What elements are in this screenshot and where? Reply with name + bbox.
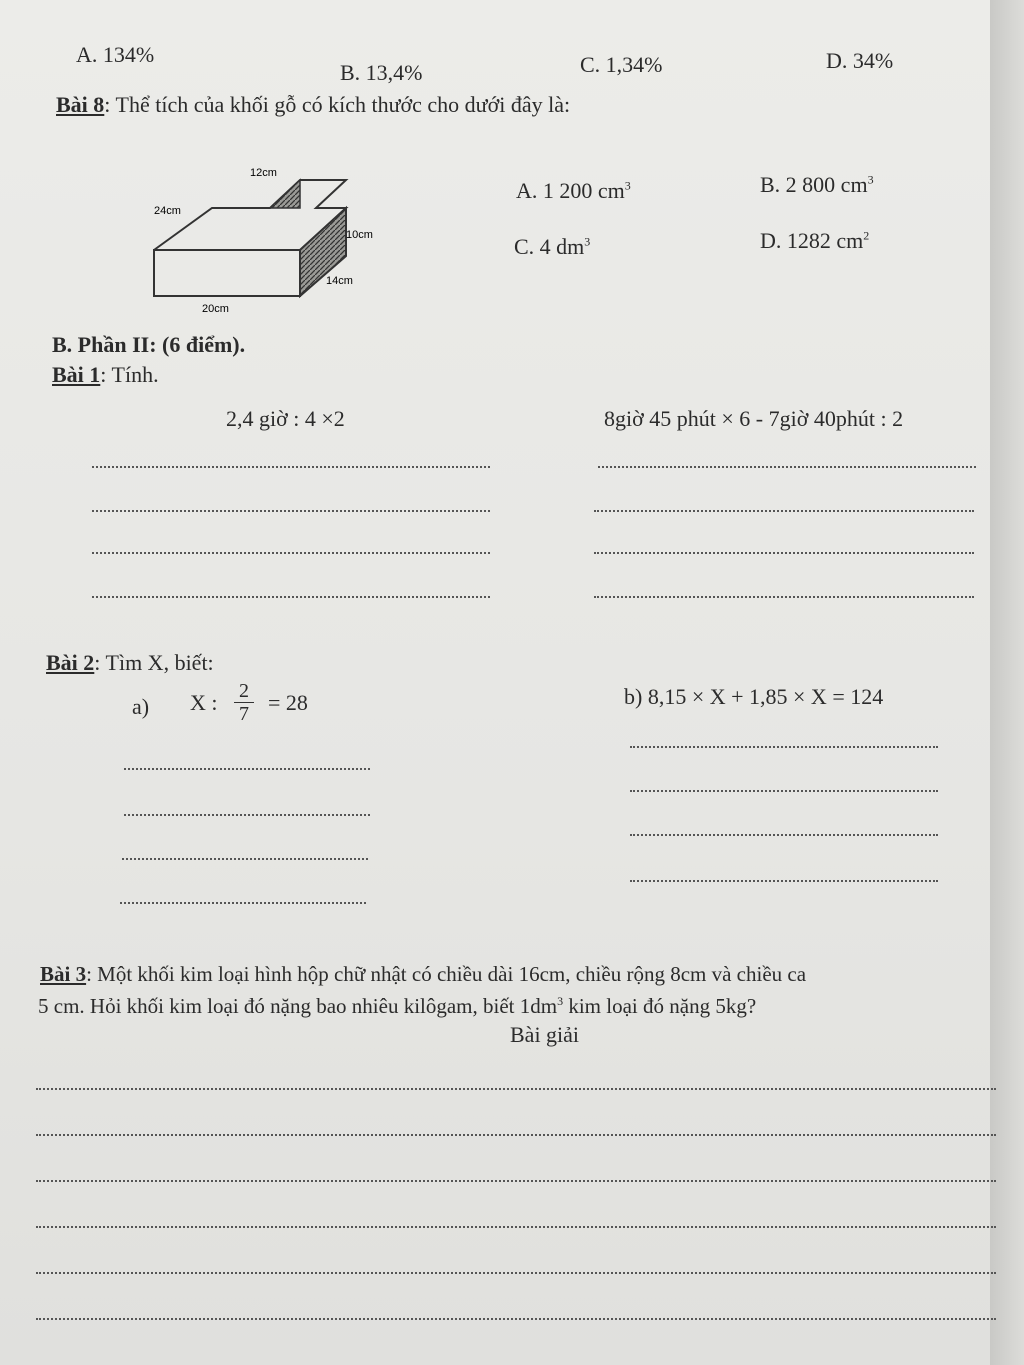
answer-line	[36, 1318, 996, 1320]
bai1-expression-left: 2,4 giờ : 4 ×2	[226, 406, 345, 431]
q8-option-a: A. 1 200 $cm^3$	[516, 178, 631, 203]
dim-14cm: 14cm	[326, 275, 353, 287]
answer-line	[36, 1226, 996, 1228]
bai1-label: Bài 1	[52, 362, 101, 387]
answer-line	[36, 1180, 996, 1182]
solution-heading: Bài giải	[510, 1022, 580, 1047]
answer-line	[630, 746, 938, 748]
answer-line	[630, 790, 938, 792]
dim-10cm: 10cm	[346, 229, 373, 241]
answer-line	[36, 1272, 996, 1274]
bai3-label: Bài 3	[40, 962, 87, 986]
answer-line	[630, 834, 938, 836]
part2-heading: B. Phần II: (6 điểm).	[52, 332, 246, 357]
answer-line	[594, 552, 974, 554]
dim-12cm: 12cm	[250, 167, 277, 179]
answer-line	[92, 552, 490, 554]
bai2-a-left: X :	[190, 690, 218, 715]
answer-line	[122, 858, 368, 860]
answer-line	[92, 596, 490, 598]
bai2-a-label: a)	[132, 694, 150, 719]
bai3-line1: Bài 3: Một khối kim loại hình hộp chữ nhật có chiều dài 16cm, chiều rộng 8cm và chiều ca	[40, 962, 807, 986]
dim-24cm: 24cm	[154, 205, 181, 217]
q8-option-b: B. 2 800 $cm^3$	[760, 172, 874, 197]
answer-line	[594, 510, 974, 512]
answer-line	[594, 596, 974, 598]
q8-question	[56, 92, 570, 118]
q7-option-a: A. 134%	[76, 42, 155, 67]
answer-line	[92, 466, 490, 468]
q8-option-d: D. 1282 $cm^2$	[760, 228, 870, 253]
bai3-line2: 5 cm. Hỏi khối kim loại đó nặng bao nhiêu kilôgam, biết $1dm^3$ kim loại đó nặng 5kg?	[38, 994, 757, 1018]
q8-text: : Thể tích của khối gỗ có kích thước cho dưới đây là:	[104, 92, 571, 117]
q7-option-d: D. 34%	[826, 48, 894, 73]
dim-20cm: 20cm	[202, 303, 229, 315]
q8-label: Bài 8	[56, 92, 105, 117]
bai2-a-right: = 28	[268, 690, 308, 715]
answer-line	[36, 1088, 996, 1090]
answer-line	[124, 768, 370, 770]
answer-line	[120, 902, 366, 904]
answer-line	[630, 880, 938, 882]
bai2-label: Bài 2	[46, 650, 95, 675]
wood-block-diagram	[140, 160, 380, 320]
answer-line	[124, 814, 370, 816]
bai1-heading: Bài 1: Tính.	[52, 362, 159, 387]
page-edge	[990, 0, 1024, 1365]
answer-line	[36, 1134, 996, 1136]
bai2-b-expression: b) 8,15 × X + 1,85 × X = 124	[624, 684, 884, 709]
answer-line	[598, 466, 976, 468]
bai1-expression-right: 8giờ 45 phút × 6 - 7giờ 40phút : 2	[604, 406, 904, 431]
q7-option-b: B. 13,4%	[340, 60, 423, 85]
answer-line	[92, 510, 490, 512]
fraction-2-7: $\frac{2}{7}$	[234, 680, 254, 725]
q8-option-c: C. 4 $dm^3$	[514, 234, 591, 259]
bai2-heading: Bài 2: Tìm X, biết:	[46, 650, 214, 675]
q7-option-c: C. 1,34%	[580, 52, 663, 77]
